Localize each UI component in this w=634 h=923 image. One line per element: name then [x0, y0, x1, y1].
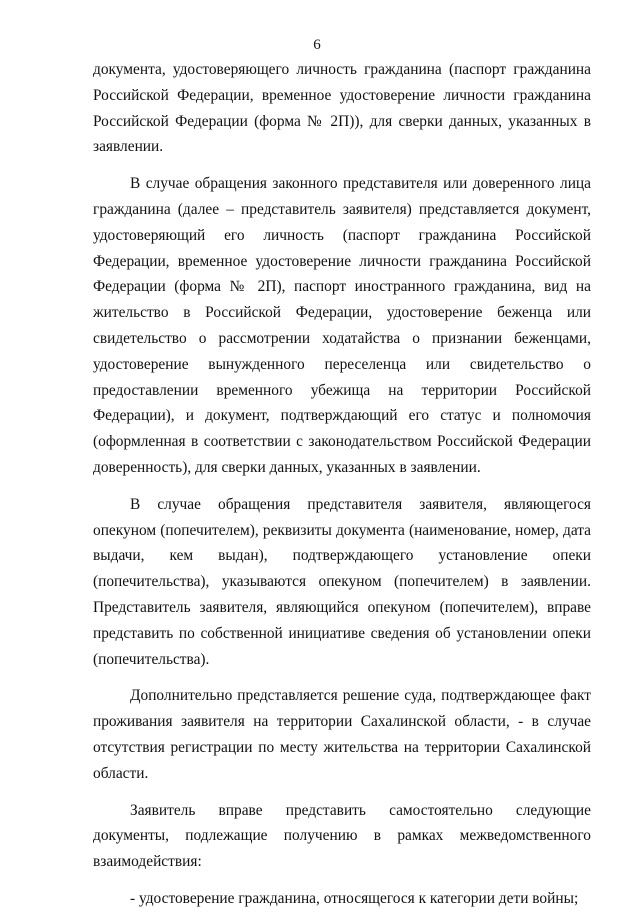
page-number: 6	[313, 37, 321, 53]
paragraph-optional-documents: Заявитель вправе представить самостоятельно следующие документы, подлежащие получению в рамках межведомственного взаимодействия:	[93, 801, 591, 871]
paragraph-court-decision: Дополнительно представляется решение суда, подтверждающее факт проживания заявителя на территории Сахалинской области, - в случае отсутствия регистрации по месту жительства на территории Сахалинской области.	[93, 687, 591, 782]
list-item-war-children-certificate: - удостоверение гражданина, относящегося к категории дети войны;	[130, 889, 579, 907]
paragraph-guardian: В случае обращения представителя заявителя, являющегося опекуном (попечителем), реквизиты документа (наименование, номер, дата выдачи, кем выдан), подтверждающего установление опеки (попечительства), указываются опекуном (попечителем) в заявлении. Представитель заявителя, являющийся опекуном (попечителем), вправе представить по собственной инициативе сведения об установлении опеки (попечительства).	[93, 495, 591, 668]
paragraph-identity-document: документа, удостоверяющего личность гражданина (паспорт гражданина Российской Федерации, временное удостоверение личности гражданина Российской Федерации (форма № 2П)), для сверки данных, указанных в заявлении.	[93, 61, 591, 156]
document-body	[93, 57, 591, 923]
paragraph-representative: В случае обращения законного представителя или доверенного лица гражданина (далее – представитель заявителя) представляется документ, удостоверяющий его личность (паспорт гражданина Российской Федерации, временное удостоверение личности гражданина Российской Федерации (форма № 2П), паспорт иностранного гражданина, вид на жительство в Российской Федерации, удостоверение беженца или свидетельство о рассмотрении ходатайства о признании беженцами, удостоверение вынужденного переселенца или свидетельство о предоставлении временного убежища на территории Российской Федерации), и документ, подтверждающий его статус и полномочия (оформленная в соответствии с законодательством Российской Федерации доверенность), для сверки данных, указанных в заявлении.	[93, 175, 591, 476]
